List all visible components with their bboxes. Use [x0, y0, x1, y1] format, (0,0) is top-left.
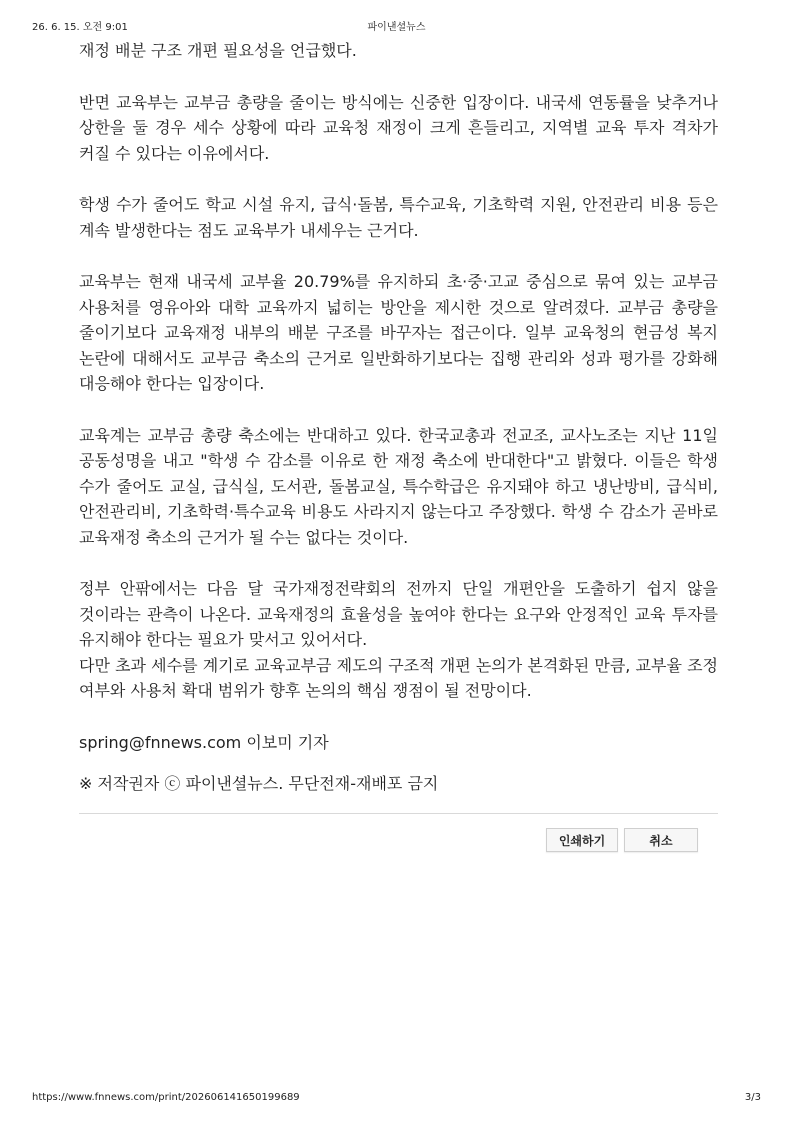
divider	[79, 813, 718, 814]
article-body	[79, 38, 718, 814]
action-buttons	[546, 828, 698, 852]
article-paragraph: 학생 수가 줄어도 학교 시설 유지, 급식·돌봄, 특수교육, 기초학력 지원, 안전관리 비용 등은 계속 발생한다는 점도 교육부가 내세우는 근거다.	[79, 195, 718, 240]
article-paragraph: 재정 배분 구조 개편 필요성을 언급했다.	[79, 41, 357, 60]
print-header	[32, 18, 761, 34]
print-button[interactable]: 인쇄하기	[546, 828, 618, 852]
cancel-button[interactable]: 취소	[624, 828, 698, 852]
article-paragraph: 교육부는 현재 내국세 교부율 20.79%를 유지하되 초·중·고교 중심으로 묶여 있는 교부금 사용처를 영유아와 대학 교육까지 넓히는 방안을 제시한 것으로 알려졌다. 교부금 총량을 줄이기보다 교육재정 내부의 배분 구조를 바꾸자는 접근이다. 일부 교육청의 현금성 복지 논란에 대해서도 교부금 축소의 근거로 일반화하기보다는 집행 관리와 성과 평가를 강화해 대응해야 한다는 입장이다.	[79, 272, 718, 393]
article-byline: spring@fnnews.com 이보미 기자	[79, 732, 329, 752]
article-paragraph: 다만 초과 세수를 계기로 교육교부금 제도의 구조적 개편 논의가 본격화된 만큼, 교부율 조정 여부와 사용처 확대 범위가 향후 논의의 핵심 쟁점이 될 전망이다.	[79, 655, 718, 700]
print-url: https://www.fnnews.com/print/202606141650199689	[32, 1092, 300, 1103]
print-footer	[32, 1092, 761, 1108]
print-site-title: 파이낸셜뉴스	[367, 22, 426, 33]
page-number: 3/3	[744, 1092, 761, 1103]
article-paragraph: 정부 안팎에서는 다음 달 국가재정전략회의 전까지 단일 개편안을 도출하기 쉽지 않을 것이라는 관측이 나온다. 교육재정의 효율성을 높여야 한다는 요구와 안정적인 교육 투자를 유지해야 한다는 필요가 맞서고 있어서다.	[79, 579, 718, 649]
article-paragraph: 반면 교육부는 교부금 총량을 줄이는 방식에는 신중한 입장이다. 내국세 연동률을 낮추거나 상한을 둘 경우 세수 상황에 따라 교육청 재정이 크게 흔들리고, 지역별 교육 투자 격차가 커질 수 있다는 이유에서다.	[79, 92, 718, 163]
article-paragraph: 교육계는 교부금 총량 축소에는 반대하고 있다. 한국교총과 전교조, 교사노조는 지난 11일 공동성명을 내고 "학생 수 감소를 이유로 한 재정 축소에 반대한다"고 밝혔다. 이들은 학생 수가 줄어도 교실, 급식실, 도서관, 돌봄교실, 특수학급은 유지돼야 하고 냉난방비, 급식비, 안전관리비, 기초학력·특수교육 비용도 사라지지 않는다고 주장했다. 학생 수 감소가 곧바로 교육재정 축소의 근거가 될 수는 없다는 것이다.	[79, 425, 718, 547]
copyright-notice: ※ 저작권자 ⓒ 파이낸셜뉴스. 무단전재-재배포 금지	[79, 774, 439, 793]
print-datetime: 26. 6. 15. 오전 9:01	[32, 22, 128, 33]
